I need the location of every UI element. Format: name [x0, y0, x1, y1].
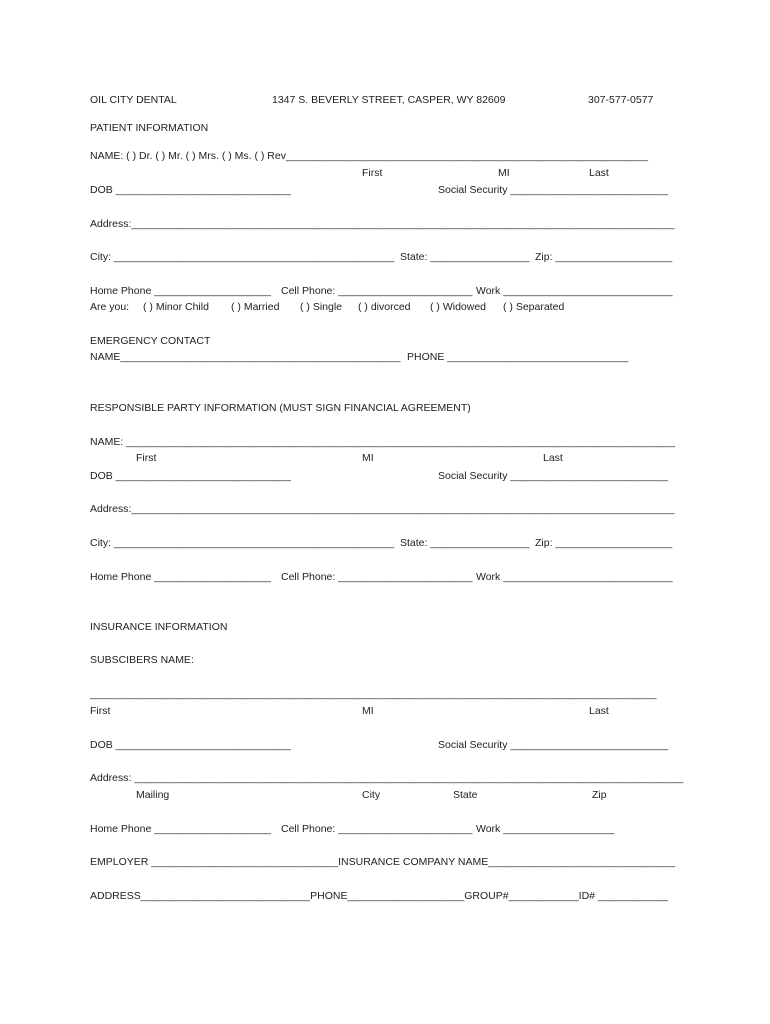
marital-status-label: Are you:: [90, 301, 130, 313]
patient-first-label: First: [362, 167, 383, 179]
subscriber-name-label: SUBSCIBERS NAME:: [90, 654, 194, 666]
option-single[interactable]: ( ) Single: [300, 301, 343, 313]
responsible-state-field[interactable]: State: _________________: [400, 537, 530, 549]
patient-address-field[interactable]: Address:_____________________________________________________________________________________________: [90, 218, 675, 230]
employer-insurance-field[interactable]: EMPLOYER ________________________________INSURANCE COMPANY NAME________________________________: [90, 856, 676, 868]
emergency-section-title: EMERGENCY CONTACT: [90, 335, 211, 347]
patient-mi-label: MI: [498, 167, 510, 179]
responsible-dob-field[interactable]: DOB ______________________________: [90, 470, 291, 482]
patient-home-phone-field[interactable]: Home Phone ____________________: [90, 285, 271, 297]
zip-label: Zip: [592, 789, 607, 801]
responsible-last-label: Last: [543, 452, 563, 464]
patient-zip-field[interactable]: Zip: ____________________: [535, 251, 673, 263]
insurance-section-title: INSURANCE INFORMATION: [90, 621, 228, 633]
subscriber-ssn-field[interactable]: Social Security ___________________________: [438, 739, 669, 751]
subscriber-address-field[interactable]: Address: ______________________________________________________________________________________________: [90, 772, 684, 784]
responsible-ssn-field[interactable]: Social Security ___________________________: [438, 470, 669, 482]
responsible-city-field[interactable]: City: ________________________________________________: [90, 537, 395, 549]
option-separated[interactable]: ( ) Separated: [503, 301, 565, 313]
patient-last-label: Last: [589, 167, 609, 179]
responsible-first-label: First: [136, 452, 157, 464]
option-widowed[interactable]: ( ) Widowed: [430, 301, 487, 313]
emergency-phone-field[interactable]: PHONE _______________________________: [407, 351, 629, 363]
patient-city-field[interactable]: City: ________________________________________________: [90, 251, 395, 263]
responsible-work-phone-field[interactable]: Work _____________________________: [476, 571, 673, 583]
patient-cell-phone-field[interactable]: Cell Phone: _______________________: [281, 285, 473, 297]
patient-section-title: PATIENT INFORMATION: [90, 122, 209, 134]
subscriber-home-phone-field[interactable]: Home Phone ____________________: [90, 823, 271, 835]
option-married[interactable]: ( ) Married: [231, 301, 280, 313]
practice-address: 1347 S. BEVERLY STREET, CASPER, WY 82609: [272, 94, 506, 106]
patient-ssn-field[interactable]: Social Security ___________________________: [438, 184, 669, 196]
subscriber-work-phone-field[interactable]: Work ___________________: [476, 823, 615, 835]
patient-state-field[interactable]: State: _________________: [400, 251, 530, 263]
state-label: State: [453, 789, 478, 801]
practice-phone: 307-577-0577: [588, 94, 654, 106]
patient-work-phone-field[interactable]: Work _____________________________: [476, 285, 673, 297]
emergency-name-field[interactable]: NAME________________________________________________: [90, 351, 401, 363]
patient-name-field[interactable]: NAME: ( ) Dr. ( ) Mr. ( ) Mrs. ( ) Ms. ( ) Rev______________________________________________________________: [90, 150, 649, 162]
practice-name: OIL CITY DENTAL: [90, 94, 177, 106]
subscriber-last-label: Last: [589, 705, 609, 717]
responsible-home-phone-field[interactable]: Home Phone ____________________: [90, 571, 271, 583]
subscriber-name-field[interactable]: _________________________________________________________________________________________________: [90, 688, 657, 700]
option-minor-child[interactable]: ( ) Minor Child: [143, 301, 209, 313]
responsible-address-field[interactable]: Address:_____________________________________________________________________________________________: [90, 503, 675, 515]
responsible-name-field[interactable]: NAME: ______________________________________________________________________________________________: [90, 436, 676, 448]
responsible-mi-label: MI: [362, 452, 374, 464]
subscriber-first-label: First: [90, 705, 111, 717]
subscriber-cell-phone-field[interactable]: Cell Phone: _______________________: [281, 823, 473, 835]
responsible-zip-field[interactable]: Zip: ____________________: [535, 537, 673, 549]
subscriber-mi-label: MI: [362, 705, 374, 717]
option-divorced[interactable]: ( ) divorced: [358, 301, 411, 313]
subscriber-dob-field[interactable]: DOB ______________________________: [90, 739, 291, 751]
patient-dob-field[interactable]: DOB ______________________________: [90, 184, 291, 196]
responsible-section-title: RESPONSIBLE PARTY INFORMATION (MUST SIGN FINANCIAL AGREEMENT): [90, 402, 471, 414]
responsible-cell-phone-field[interactable]: Cell Phone: _______________________: [281, 571, 473, 583]
city-label: City: [362, 789, 381, 801]
insurance-address-phone-group-id-field[interactable]: ADDRESS_____________________________PHONE____________________GROUP#____________ID# ____________: [90, 890, 668, 902]
mailing-label: Mailing: [136, 789, 170, 801]
